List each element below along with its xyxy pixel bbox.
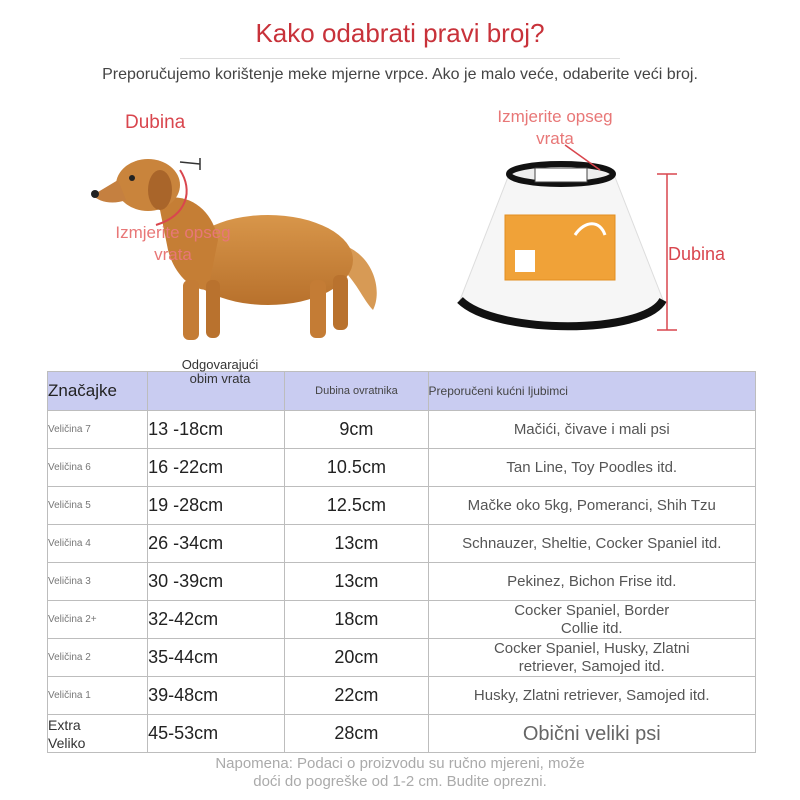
neck-cell: 26 -34cm	[148, 525, 285, 563]
pets-cell: Mačići, čivave i mali psi	[428, 411, 755, 449]
depth-cell: 13cm	[285, 525, 428, 563]
pets-line: retriever, Samojed itd.	[518, 657, 665, 675]
cone-neck-label	[480, 106, 630, 150]
size-table	[47, 371, 756, 753]
page-title: Kako odabrati pravi broj?	[255, 18, 545, 48]
footnote	[150, 755, 650, 791]
size-cell	[48, 715, 148, 753]
size-cell: Veličina 2	[48, 639, 148, 677]
page-subtitle: Preporučujemo korištenje meke mjerne vrpce. Ako je malo veće, odaberite veći broj.	[102, 66, 698, 83]
pets-cell	[428, 601, 755, 639]
pets-cell	[428, 639, 755, 677]
cone-depth-label: Dubina	[668, 244, 726, 264]
table-row	[48, 563, 756, 601]
table-row	[48, 411, 756, 449]
pets-cell: Obični veliki psi	[428, 715, 755, 753]
header-pets: Preporučeni kućni ljubimci	[428, 372, 755, 411]
depth-cell: 10.5cm	[285, 449, 428, 487]
dog-depth-label: Dubina	[125, 112, 186, 133]
table-row	[48, 525, 756, 563]
size-line: Veliko	[48, 734, 86, 751]
table-row	[48, 487, 756, 525]
cone-neck-label-line1: Izmjerite opseg	[497, 107, 613, 126]
size-cell: Veličina 1	[48, 677, 148, 715]
pets-line: Cocker Spaniel, Husky, Zlatni	[493, 639, 690, 657]
table-row	[48, 449, 756, 487]
pets-cell: Mačke oko 5kg, Pomeranci, Shih Tzu	[428, 487, 755, 525]
depth-cell: 9cm	[285, 411, 428, 449]
header-neck-label	[170, 358, 270, 386]
pets-line: Cocker Spaniel, Border	[514, 601, 670, 619]
depth-cell: 28cm	[285, 715, 428, 753]
header-neck-line: Odgovarajući	[181, 357, 259, 372]
neck-cell: 35-44cm	[148, 639, 285, 677]
table-row	[48, 601, 756, 639]
table-row	[48, 639, 756, 677]
size-cell: Veličina 3	[48, 563, 148, 601]
size-cell: Veličina 7	[48, 411, 148, 449]
size-cell: Veličina 6	[48, 449, 148, 487]
pets-line: Collie itd.	[560, 619, 623, 637]
table-header-row	[48, 372, 756, 411]
table-row	[48, 677, 756, 715]
size-cell: Veličina 5	[48, 487, 148, 525]
pets-cell: Husky, Zlatni retriever, Samojed itd.	[428, 677, 755, 715]
size-line: Extra	[48, 716, 81, 733]
pets-cell: Pekinez, Bichon Frise itd.	[428, 563, 755, 601]
depth-cell: 13cm	[285, 563, 428, 601]
neck-cell: 39-48cm	[148, 677, 285, 715]
depth-cell: 20cm	[285, 639, 428, 677]
size-cell: Veličina 4	[48, 525, 148, 563]
header-depth: Dubina ovratnika	[285, 372, 428, 411]
dog-neck-label-line1: Izmjerite opseg	[115, 223, 231, 242]
pets-cell: Schnauzer, Sheltie, Cocker Spaniel itd.	[428, 525, 755, 563]
dog-neck-label-line2: vrata	[154, 245, 192, 264]
neck-cell: 16 -22cm	[148, 449, 285, 487]
pets-cell: Tan Line, Toy Poodles itd.	[428, 449, 755, 487]
table-row	[48, 715, 756, 753]
cone-collar-illustration	[455, 160, 685, 340]
header-feature: Značajke	[48, 372, 148, 411]
neck-cell: 19 -28cm	[148, 487, 285, 525]
depth-cell: 18cm	[285, 601, 428, 639]
neck-cell: 13 -18cm	[148, 411, 285, 449]
title-divider	[180, 58, 620, 59]
footnote-line: doći do pogreške od 1-2 cm. Budite oprezni.	[253, 773, 547, 790]
depth-cell: 22cm	[285, 677, 428, 715]
header-neck-line: obim vrata	[189, 371, 251, 386]
neck-cell: 45-53cm	[148, 715, 285, 753]
dog-neck-label	[103, 222, 243, 266]
size-cell: Veličina 2+	[48, 601, 148, 639]
neck-cell: 30 -39cm	[148, 563, 285, 601]
neck-cell: 32-42cm	[148, 601, 285, 639]
footnote-line: Napomena: Podaci o proizvodu su ručno mjereni, može	[215, 755, 585, 772]
cone-neck-label-line2: vrata	[536, 129, 574, 148]
depth-cell: 12.5cm	[285, 487, 428, 525]
